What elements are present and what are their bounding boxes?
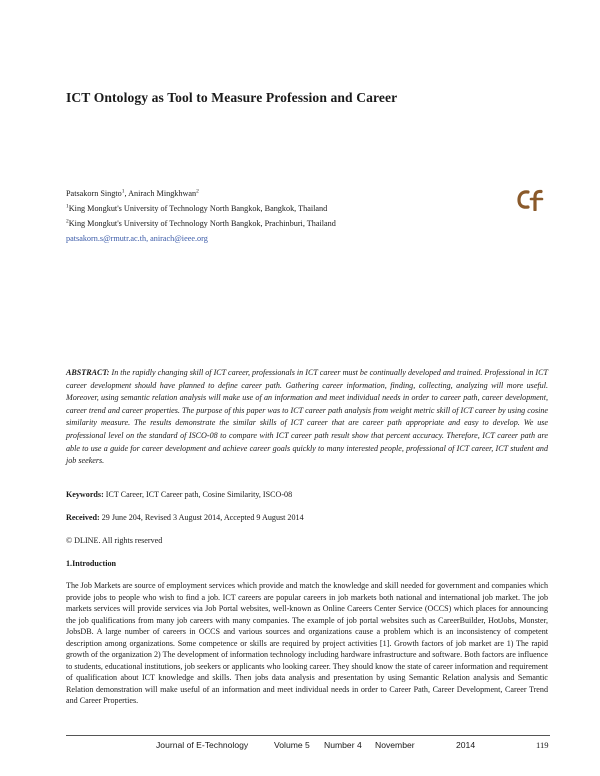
affiliation-1-text: King Mongkut's University of Technology North Bangkok, Bangkok, Thailand xyxy=(68,204,328,213)
affiliation-1-sup: 1 xyxy=(66,203,69,210)
author-1: Patsakorn Singto xyxy=(66,189,122,198)
page-number: 119 xyxy=(536,740,549,750)
cf-logo-icon xyxy=(516,189,544,211)
footer-journal: Journal of E-Technology xyxy=(156,740,249,750)
footer-month: November xyxy=(375,740,415,750)
footer-volume: Volume 5 xyxy=(274,740,310,750)
affiliation-1 xyxy=(66,201,506,216)
paper-title: ICT Ontology as Tool to Measure Profession and Career xyxy=(66,90,398,105)
section-heading: 1.Introduction xyxy=(66,559,116,568)
author-block xyxy=(66,186,506,246)
affiliation-2-sup: 2 xyxy=(66,218,69,225)
author-separator: , xyxy=(124,189,129,198)
footer-divider xyxy=(66,735,550,736)
footer-year: 2014 xyxy=(456,740,476,750)
abstract-label: ABSTRACT: xyxy=(66,368,110,377)
abstract-text: In the rapidly changing skill of ICT career, professionals in ICT career must be continually developed and trained. Professional in ICT career development should have planned to define career path. Gathering career information, finding, collecting, analyzing will more useful. Moreover, using semantic relation analysis will make use of an information and meet individual needs in order to career path, career development, career trend and career properties. The purpose of this paper was to ICT career path analysis from weight metric skill of ICT career by using cosine similarity measure. The results demonstrate the similar skills of ICT career that are career path appropriate and easy to develop. We use professional level on the standard of ISCO-08 to compare with ICT career path result show that percent accuracy. Therefore, ICT career path are able to use a guide for career development and achieve career goals quickly to many interested people, professional of ICT career, ICT student and job seekers. xyxy=(66,368,548,466)
author-emails[interactable]: patsakorn.s@rmutr.ac.th, anirach@ieee.org xyxy=(66,234,208,243)
abstract xyxy=(66,367,548,468)
author-2-sup: 2 xyxy=(196,188,199,195)
author-2: Anirach Mingkhwan xyxy=(128,189,197,198)
intro-paragraph: The Job Markets are source of employment services which provide and match the knowledge and skill needed for government and companies which provide jobs to people who wish to find a job. ICT careers are popular careers in job markets both national and international job market. The job markets services will provide services via Job Portal websites, well-known as Online Careers Center Service (OCCS) which places for announcing the job qualifications from many job careers with many companies. The example of job portal websites such as CareerBuilder, HotJobs, Monster, JobsDB. A large number of careers in OCCS and various sources and organizations cause a problem which is an inconsistency of competent description among organizations. Some competence or skills are required by project activities [1]. Growth factors of job market are 1) The rapid growth of the organization 2) The development of information technology including hardware infrastructure and software. Both factors are influence to students, educational institutions, job seekers or applicants who looking career. They should know the state of career information and requirement of qualification about ICT knowledge and skills. Then jobs data analysis and presentation by using Semantic Relation analysis and Semantic Relation demonstration will make useful of an information and meet individual needs in order to Career Path, Career Development, Career Trend and Career Properties. xyxy=(66,581,548,705)
author-line xyxy=(66,186,506,201)
footer-number: Number 4 xyxy=(324,740,362,750)
keywords-label: Keywords: xyxy=(66,490,104,499)
keywords xyxy=(66,489,548,501)
page-footer xyxy=(66,740,550,752)
keywords-text: ICT Career, ICT Career path, Cosine Similarity, ISCO-08 xyxy=(103,490,293,499)
received-dates xyxy=(66,512,548,524)
copyright: © DLINE. All rights reserved xyxy=(66,536,163,545)
affiliation-2-text: King Mongkut's University of Technology North Bangkok, Prachinburi, Thailand xyxy=(68,219,336,228)
received-text: 29 June 204, Revised 3 August 2014, Accepted 9 August 2014 xyxy=(99,513,304,522)
affiliation-2 xyxy=(66,216,506,231)
received-label: Received: xyxy=(66,513,100,522)
author-1-sup: 1 xyxy=(121,188,125,195)
